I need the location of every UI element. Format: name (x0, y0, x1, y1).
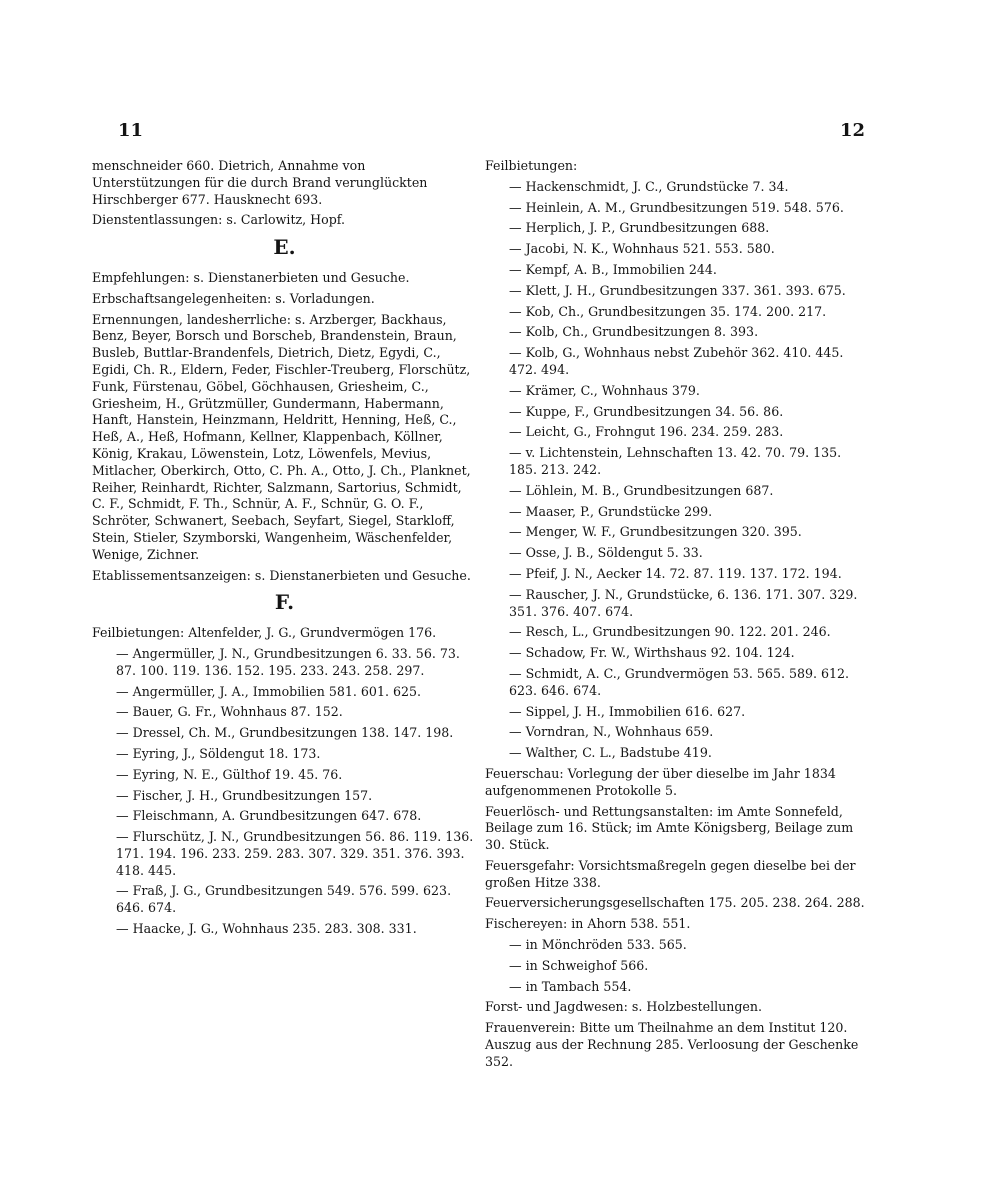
index-subentry: — Kolb, Ch., Grundbesitzungen 8. 393. (509, 324, 759, 340)
index-subentry: — Kempf, A. B., Immobilien 244. (509, 261, 717, 277)
index-subentry: — Hackenschmidt, J. C., Grundstücke 7. 34. (509, 178, 789, 194)
index-subentry: — Vorndran, N., Wohnhaus 659. (509, 724, 714, 740)
index-entry: Forst- und Jagdwesen: s. Holzbestellungen. (485, 999, 763, 1015)
index-subentry: — in Schweighof 566. (509, 957, 649, 973)
index-subentry: — in Tambach 554. (509, 978, 632, 994)
index-subentry: — Resch, L., Grundbesitzungen 90. 122. 201. 246. (509, 624, 831, 640)
index-subentry: — Kuppe, F., Grundbesitzungen 34. 56. 86. (509, 403, 784, 419)
index-entry: Fischereyen: in Ahorn 538. 551. (485, 916, 691, 932)
index-subentry: — Eyring, J., Söldengut 18. 173. (116, 745, 321, 761)
index-subentry: — Fischer, J. H., Grundbesitzungen 157. (116, 787, 373, 803)
index-entry: Feuerlösch- und Rettungsanstalten: im Amte Sonnefeld, Beilage zum 16. Stück; im Amte Königsberg, Beilage zum 30. Stück. (485, 803, 854, 853)
index-subentry: — Osse, J. B., Söldengut 5. 33. (509, 545, 703, 561)
right-column (485, 158, 870, 1075)
index-subentry: — Schadow, Fr. W., Wirthshaus 92. 104. 124. (509, 645, 795, 661)
index-subentry: — Angermüller, J. A., Immobilien 581. 601. 625. (116, 683, 422, 699)
index-subentry: — Haacke, J. G., Wohnhaus 235. 283. 308. 331. (116, 921, 417, 937)
index-subentry: — Jacobi, N. K., Wohnhaus 521. 553. 580. (509, 241, 775, 257)
index-subentry: — Menger, W. F., Grundbesitzungen 320. 395. (509, 524, 802, 540)
index-subentry: — Walther, C. L., Badstube 419. (509, 745, 712, 761)
index-entry: Frauenverein: Bitte um Theilnahme an dem Institut 120. Auszug aus der Rechnung 285. Verloosung der Geschenke 352. (485, 1020, 859, 1069)
section-heading-e: E. (273, 235, 296, 260)
index-subentry: — Sippel, J. H., Immobilien 616. 627. (509, 703, 746, 719)
index-entry: Erbschaftsangelegenheiten: s. Vorladungen. (92, 290, 375, 306)
index-subentry: — Flurschütz, J. N., Grundbesitzungen 56. 86. 119. 136. 171. 194. 196. 233. 259. 283. 307. 329. 351. 376. 393. 418. 445. (116, 829, 474, 878)
index-entry: Feuersgefahr: Vorsichtsmaßregeln gegen dieselbe bei der großen Hitze 338. (485, 857, 856, 890)
index-subentry: — Löhlein, M. B., Grundbesitzungen 687. (509, 482, 774, 498)
index-subentry: — Kolb, G., Wohnhaus nebst Zubehör 362. 410. 445. 472. 494. (509, 345, 844, 377)
page-number-left: 11 (118, 120, 144, 141)
section-heading-f: F. (274, 590, 295, 615)
index-subentry: — Eyring, N. E., Gülthof 19. 45. 76. (116, 766, 343, 782)
index-subentry: — in Mönchröden 533. 565. (509, 937, 687, 953)
index-entry: Feuerversicherungsgesellschaften 175. 205. 238. 264. 288. (485, 895, 865, 911)
index-subentry: — Rauscher, J. N., Grundstücke, 6. 136. 171. 307. 329. 351. 376. 407. 674. (509, 586, 858, 619)
index-subentry: — Klett, J. H., Grundbesitzungen 337. 361. 393. 675. (509, 282, 846, 298)
index-subentry: — Fleischmann, A. Grundbesitzungen 647. 678. (116, 808, 422, 824)
index-subentry: — Bauer, G. Fr., Wohnhaus 87. 152. (116, 704, 343, 720)
index-subentry: — Herplich, J. P., Grundbesitzungen 688. (509, 220, 770, 236)
index-entry: Feuerschau: Vorlegung der über dieselbe im Jahr 1834 aufgenommenen Protokolle 5. (485, 765, 836, 798)
index-entry: Feilbietungen: (485, 158, 578, 173)
index-subentry: — Fraß, J. G., Grundbesitzungen 549. 576. 599. 623. 646. 674. (116, 883, 452, 916)
left-column (92, 158, 477, 942)
index-entry: Feilbietungen: Altenfelder, J. G., Grundvermögen 176. (92, 625, 437, 641)
index-subentry: — Kob, Ch., Grundbesitzungen 35. 174. 200. 217. (509, 303, 827, 319)
index-entry: menschneider 660. Dietrich, Annahme von Unterstützungen für die durch Brand verunglückten Hirschberger 677. Hausknecht 693. (92, 158, 428, 207)
index-subentry: — Dressel, Ch. M., Grundbesitzungen 138. 147. 198. (116, 725, 454, 741)
index-subentry: — Schmidt, A. C., Grundvermögen 53. 565. 589. 612. 623. 646. 674. (509, 665, 850, 698)
index-subentry: — Heinlein, A. M., Grundbesitzungen 519. 548. 576. (509, 199, 844, 215)
index-subentry: — Maaser, P., Grundstücke 299. (509, 503, 713, 519)
index-entry: Ernennungen, landesherrliche: s. Arzberger, Backhaus, Benz, Beyer, Borsch und Borscheb, Brandenstein, Braun, Busleb, Buttlar-Brandenfels, Dietrich, Dietz, Egydi, C., Egidi, Ch. R., Eldern, Feder, Fischler-Treuberg, Florschütz, Funk, Fürstenau, Göbel, Göchhausen, Griesheim, C., Griesheim, H., Grützmüller, Gundermann, Habermann, Hanft, Hanstein, Heinzmann, Heldritt, Henning, Heß, C., Heß, A., Heß, Hofmann, Kellner, Klappenbach, Köllner, König, Krakau, Löwenstein, Lotz, Löwenfels, Mevius, Mitlacher, Oberkirch, Otto, C. Ph. A., Otto, J. Ch., Planknet, Reiher, Reinhardt, Richter, Salzmann, Sartorius, Schmidt, C. F., Schmidt, F. Th., Schnür, A. F., Schnür, G. O. F., Schröter, Schwanert, Seebach, Seyfart, Siegel, Starkloff, Stein, Stieler, Szymborski, Wangenheim, Wäschenfelder, Wenige, Zichner. (92, 311, 471, 562)
index-subentry: — Angermüller, J. N., Grundbesitzungen 6. 33. 56. 73. 87. 100. 119. 136. 152. 195. 233. 243. 258. 297. (116, 645, 460, 678)
index-entry: Dienstentlassungen: s. Carlowitz, Hopf. (92, 212, 345, 228)
page-number-right: 12 (840, 120, 866, 141)
index-entry: Etablissementsanzeigen: s. Dienstanerbieten und Gesuche. (92, 567, 471, 583)
index-entry: Empfehlungen: s. Dienstanerbieten und Gesuche. (92, 269, 410, 285)
index-subentry: — Krämer, C., Wohnhaus 379. (509, 382, 700, 398)
index-subentry: — v. Lichtenstein, Lehnschaften 13. 42. 70. 79. 135. 185. 213. 242. (509, 445, 842, 477)
index-subentry: — Leicht, G., Frohngut 196. 234. 259. 283. (509, 424, 784, 440)
index-subentry: — Pfeif, J. N., Aecker 14. 72. 87. 119. 137. 172. 194. (509, 565, 842, 581)
